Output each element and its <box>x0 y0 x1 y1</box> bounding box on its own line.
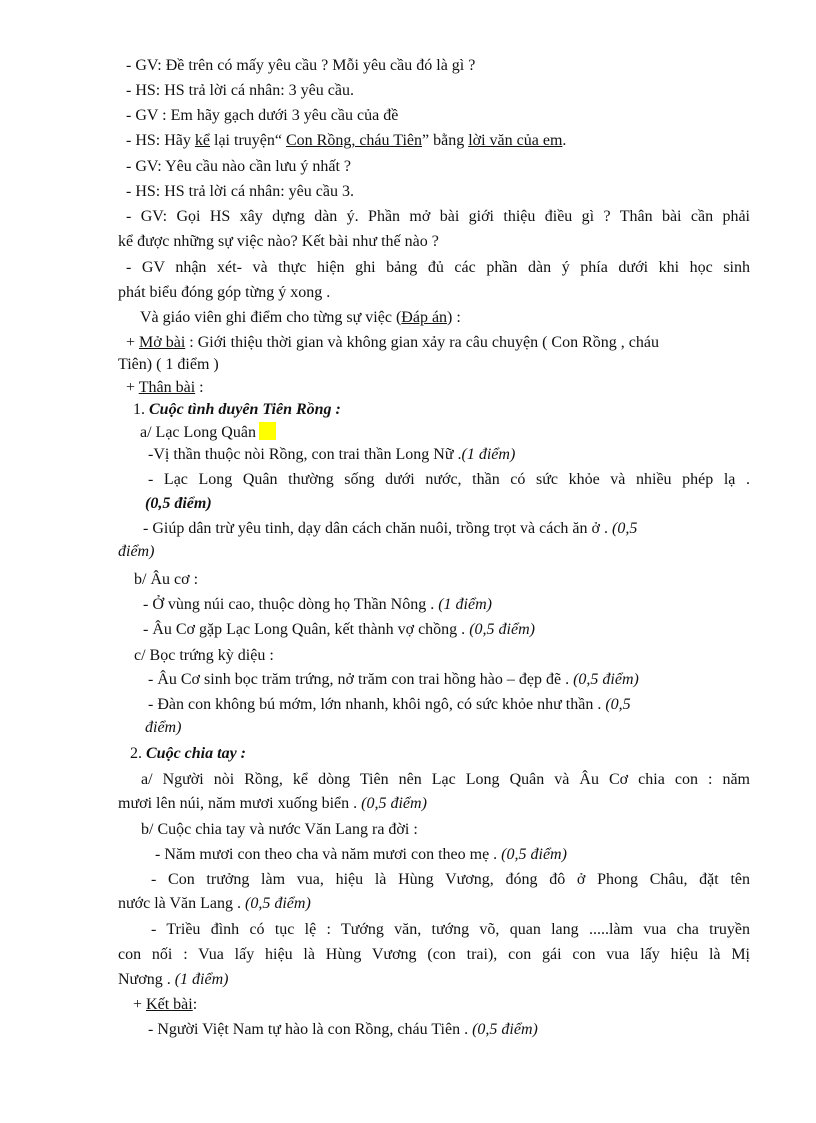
text-run: - Âu Cơ sinh bọc trăm trứng, nở trăm con trai hồng hào – đẹp đẽ . <box>148 671 570 688</box>
text-line-30: a/ Người nòi Rồng, kể dòng Tiên nên Lạc Long Quân và Âu Cơ chia con : năm <box>141 771 750 788</box>
text-run: + <box>126 379 139 396</box>
text-run: - Người Việt Nam tự hào là con Rồng, cháu Tiên . <box>148 1021 469 1038</box>
yellow-highlight-box <box>259 422 276 440</box>
underlined-word: kể <box>194 132 210 149</box>
score-label: (1 điểm) <box>438 596 492 613</box>
text-run: a/ Lạc Long Quân <box>140 424 256 441</box>
text-run: ” bằng <box>421 132 469 149</box>
score-label: (1 điểm) <box>461 446 516 463</box>
text-line-36: - Triều đình có tục lệ : Tướng văn, tướng võ, quan lang .....làm vua cha truyền <box>151 921 750 938</box>
text-line-4 <box>126 131 566 151</box>
text-line-22: b/ Âu cơ : <box>134 571 199 588</box>
text-line-10: phát biểu đóng góp từng ý xong . <box>118 284 331 301</box>
score-label: (0,5 điểm) <box>145 495 212 512</box>
text-line-12 <box>126 333 750 353</box>
text-line-8: kể được những sự việc nào? Kết bài như thế nào ? <box>118 233 439 250</box>
text-line-16 <box>140 422 276 443</box>
text-run: Nương . <box>118 971 171 988</box>
text-run: - Năm mươi con theo cha và năm mươi con theo mẹ . <box>155 846 498 863</box>
text-run: Và giáo viên ghi điểm cho từng sự việc ( <box>140 309 402 326</box>
text-line-40 <box>148 1020 538 1040</box>
text-line-7: - GV: Gọi HS xây dựng dàn ý. Phần mở bài giới thiệu điều gì ? Thân bài cần phải <box>126 208 750 225</box>
text-run: : <box>192 996 198 1013</box>
text-line-24 <box>143 620 535 640</box>
text-line-32: b/ Cuộc chia tay và nước Văn Lang ra đời : <box>141 821 418 838</box>
text-line-9: - GV nhận xét- và thực hiện ghi bảng đủ các phần dàn ý phía dưới khi học sinh <box>126 259 750 276</box>
text-line-17 <box>148 445 515 465</box>
text-line-14 <box>126 378 204 398</box>
score-label: (0,5 điểm) <box>245 895 311 912</box>
text-run: mươi lên núi, năm mươi xuống biển . <box>118 795 358 812</box>
score-label: (0,5 <box>605 696 631 713</box>
score-label: (0,5 điểm) <box>472 1021 538 1038</box>
section-heading-body: Thân bài <box>138 379 196 396</box>
text-run: : Giới thiệu thời gian và không gian xảy ra câu chuyện ( Con Rồng , cháu <box>185 334 659 351</box>
text-run: nước là Văn Lang . <box>118 895 242 912</box>
score-label: điểm) <box>145 719 182 736</box>
text-run: . <box>562 132 567 149</box>
text-line-29 <box>130 744 246 764</box>
text-line-35 <box>118 894 311 914</box>
text-run: + <box>126 334 140 351</box>
text-run: - Đàn con không bú mớm, lớn nhanh, khôi ngô, có sức khỏe như thần . <box>148 696 602 713</box>
text-line-18: - Lạc Long Quân thường sống dưới nước, thần có sức khỏe và nhiều phép lạ . <box>148 471 750 488</box>
text-line-34: - Con trưởng làm vua, hiệu là Hùng Vương, đóng đô ở Phong Châu, đặt tên <box>151 871 750 888</box>
score-label: (1 điểm) <box>174 971 229 988</box>
text-run: 2. <box>130 745 146 762</box>
score-label: (0,5 điểm) <box>361 795 427 812</box>
text-run: - Giúp dân trừ yêu tinh, dạy dân cách chăn nuôi, trồng trọt và cách ăn ở . <box>143 520 608 537</box>
subsection-heading-2: Cuộc chia tay : <box>146 745 246 762</box>
text-line-27 <box>148 695 750 715</box>
text-run: - Âu Cơ gặp Lạc Long Quân, kết thành vợ chồng . <box>143 621 466 638</box>
text-run: -Vị thần thuộc nòi Rồng, con trai thần Long Nữ . <box>148 446 462 463</box>
score-label: (0,5 <box>611 520 638 537</box>
text-line-15 <box>133 400 341 420</box>
score-label: (0,5 điểm) <box>469 621 535 638</box>
text-line-39 <box>133 995 197 1015</box>
text-line-6: - HS: HS trả lời cá nhân: yêu cầu 3. <box>126 183 354 200</box>
subsection-heading-1: Cuộc tình duyên Tiên Rồng : <box>149 401 341 418</box>
text-line-20 <box>143 519 750 539</box>
text-line-11 <box>140 308 461 328</box>
text-line-26 <box>148 670 639 690</box>
score-label: (0,5 điểm) <box>573 671 639 688</box>
text-run: ) : <box>447 309 461 326</box>
text-run: + <box>133 996 147 1013</box>
story-title: Con Rồng, cháu Tiên <box>285 132 422 149</box>
text-run: : <box>195 379 204 396</box>
score-label: (0,5 điểm) <box>501 846 567 863</box>
text-line-38 <box>118 970 228 990</box>
text-line-37: con nối : Vua lấy hiệu là Hùng Vương (con trai), con gái con vua lấy hiệu là Mị <box>118 946 750 963</box>
text-run: - HS: Hãy <box>126 132 195 149</box>
text-line-5: - GV: Yêu cầu nào cần lưu ý nhất ? <box>126 158 352 175</box>
text-run: - Ở vùng núi cao, thuộc dòng họ Thần Nông . <box>143 596 435 613</box>
answer-key-label: Đáp án <box>401 309 448 326</box>
text-line-33 <box>155 845 567 865</box>
text-line-23 <box>143 595 492 615</box>
text-line-13: Tiên) ( 1 điểm ) <box>118 356 219 373</box>
section-heading-intro: Mở bài <box>139 334 186 351</box>
text-line-31 <box>118 794 427 814</box>
text-run: 1. <box>133 401 149 418</box>
text-line-1: - GV: Đề trên có mấy yêu cầu ? Mỗi yêu cầu đó là gì ? <box>126 57 476 74</box>
text-line-3: - GV : Em hãy gạch dưới 3 yêu cầu của đề <box>126 107 399 124</box>
section-heading-conclusion: Kết bài <box>146 996 193 1013</box>
text-line-25: c/ Bọc trứng kỳ diệu : <box>134 647 274 664</box>
text-line-2: - HS: HS trả lời cá nhân: 3 yêu cầu. <box>126 82 354 99</box>
text-run: lại truyện“ <box>210 132 286 149</box>
underlined-phrase: lời văn của em <box>468 132 563 149</box>
score-label: điểm) <box>118 543 155 560</box>
